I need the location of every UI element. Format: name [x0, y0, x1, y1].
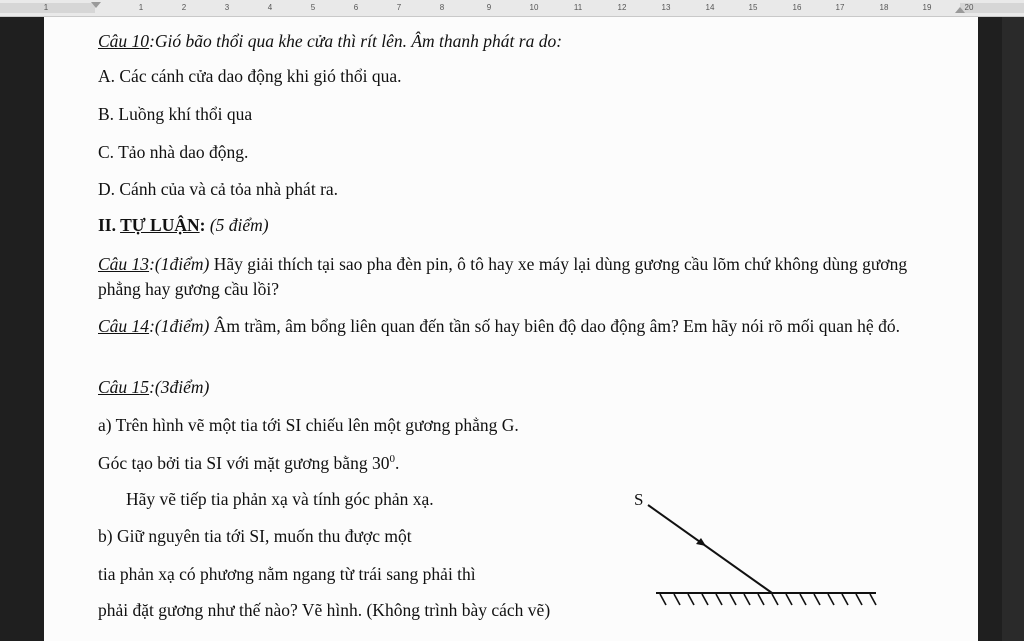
ruler-number: 5 [310, 3, 316, 12]
ruler-number: 1 [138, 3, 144, 12]
hatch-mark [828, 594, 834, 605]
ruler-number: 4 [267, 3, 273, 12]
angle-text: Góc tạo bởi tia SI với mặt gương bằng 30 [98, 453, 390, 473]
section-prefix: II. [98, 215, 121, 235]
question-15-part-b-line3: phải đặt gương như thế nào? Vẽ hình. (Không trình bày cách vẽ) [98, 600, 551, 620]
hatch-mark [856, 594, 862, 605]
option-c: C. Tảo nhà dao động. [98, 142, 249, 162]
ruler [0, 0, 1024, 17]
question-14-points: :(1điểm) [149, 316, 210, 336]
hatch-mark [870, 594, 876, 605]
ruler-number: 1 [43, 3, 49, 12]
question-14-text: Âm trầm, âm bổng liên quan đến tần số hay biên độ dao động âm? Em hãy nói rõ mối quan hệ đó. [209, 316, 900, 336]
question-15-part-a-line2 [98, 453, 399, 474]
ruler-number: 3 [224, 3, 230, 12]
question-15-label: Câu 15 [98, 377, 150, 397]
question-15-part-a-line1: a) Trên hình vẽ một tia tới SI chiếu lên một gương phẳng G. [98, 415, 519, 435]
degree-superscript: 0 [389, 453, 395, 466]
ray-label-s: S [634, 490, 644, 509]
ruler-number: 8 [439, 3, 445, 12]
option-d: D. Cánh của và cả tỏa nhà phát ra. [98, 179, 339, 199]
ruler-number: 12 [617, 3, 627, 12]
option-b: B. Luồng khí thổi qua [98, 104, 253, 124]
question-14-label: Câu 14 [98, 316, 150, 336]
section-points: (5 điểm) [209, 215, 269, 235]
ruler-number: 7 [396, 3, 402, 12]
hatch-mark [842, 594, 848, 605]
hatch-mark [674, 594, 680, 605]
hatch-mark [716, 594, 722, 605]
ruler-number: 14 [705, 3, 715, 12]
hatch-mark [730, 594, 736, 605]
question-10-text: :Gió bão thổi qua khe cửa thì rít lên. Âm thanh phát ra do: [149, 31, 563, 51]
ruler-number: 17 [835, 3, 845, 12]
section-colon: : [199, 215, 210, 235]
question-13-label: Câu 13 [98, 254, 150, 274]
vertical-scrollbar[interactable] [1002, 17, 1024, 641]
hatch-mark [814, 594, 820, 605]
ruler-number: 2 [181, 3, 187, 12]
question-15 [98, 377, 209, 398]
ruler-number: 13 [661, 3, 671, 12]
question-13-text: Hãy giải thích tại sao pha đèn pin, ô tô hay xe máy lại dùng gương cầu lõm chứ không dùng gương phẳng hay gương cầu lồi? [98, 254, 908, 299]
ruler-number: 20 [964, 3, 974, 12]
mirror-figure [620, 488, 890, 613]
hatch-mark [688, 594, 694, 605]
hatch-mark [744, 594, 750, 605]
hatch-mark [702, 594, 708, 605]
ruler-number: 10 [529, 3, 539, 12]
hatch-mark [786, 594, 792, 605]
hatch-mark [800, 594, 806, 605]
mirror-hatching [660, 594, 876, 605]
hatch-mark [660, 594, 666, 605]
section-heading [98, 215, 269, 236]
section-title: TỰ LUẬN [120, 215, 200, 235]
hatch-mark [758, 594, 764, 605]
question-15-points: :(3điểm) [149, 377, 210, 397]
incident-ray-si [648, 505, 772, 593]
question-10-label: Câu 10 [98, 31, 150, 51]
question-14 [98, 314, 951, 339]
ruler-ticks [0, 1, 1024, 15]
question-13-points: :(1điểm) [149, 254, 210, 274]
angle-text-end: . [394, 453, 400, 473]
ruler-number: 19 [922, 3, 932, 12]
question-10 [98, 31, 562, 52]
ruler-number: 9 [486, 3, 492, 12]
hatch-mark [772, 594, 778, 605]
question-15-part-b-line1: b) Giữ nguyên tia tới SI, muốn thu được một [98, 526, 412, 546]
question-13 [98, 252, 951, 302]
question-15-part-a-line3: Hãy vẽ tiếp tia phản xạ và tính góc phản xạ. [126, 489, 434, 509]
option-a: A. Các cánh cửa dao động khi gió thổi qua. [98, 66, 402, 86]
ruler-number: 6 [353, 3, 359, 12]
ruler-number: 18 [879, 3, 889, 12]
question-15-part-b-line2: tia phản xạ có phương nằm ngang từ trái sang phải thì [98, 564, 476, 584]
ruler-number: 15 [748, 3, 758, 12]
ruler-number: 11 [573, 3, 583, 12]
right-indent-marker[interactable] [955, 7, 965, 13]
ruler-number: 16 [792, 3, 802, 12]
